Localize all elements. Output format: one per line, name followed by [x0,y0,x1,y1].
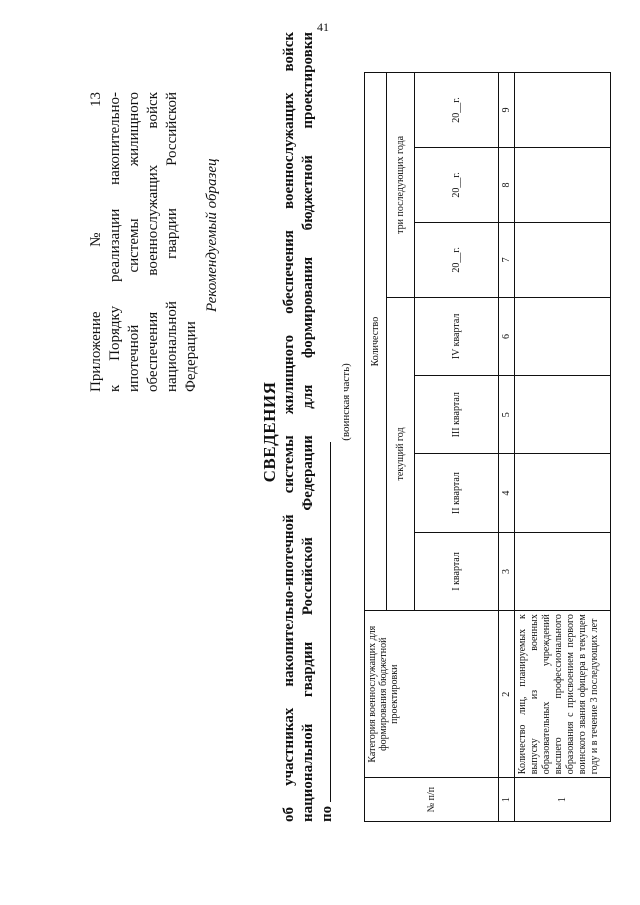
index-cell: 1 [499,778,515,822]
group-header-next-years: три последующих года [387,73,415,298]
heading-line: по [319,805,335,822]
heading-line-with-blank [318,32,337,822]
heading-line: об участниках накопительно-ипотечной системы жилищного обеспечения военнослужащих войск [281,32,297,822]
index-cell: 6 [499,297,515,375]
value-cell [515,73,611,148]
appendix-line: Приложение № 13 [88,92,104,392]
value-cell [515,532,611,610]
row-number-cell: 1 [515,778,611,822]
rotated-page-content [12,12,612,852]
col-header-year: 20__г. [415,73,499,148]
value-cell [515,222,611,297]
col-header-quarter: I квартал [415,532,499,610]
page-number: 41 [317,20,329,34]
index-cell: 9 [499,73,515,148]
index-cell: 4 [499,454,515,532]
table-row [515,73,611,822]
col-header-number: № п/п [365,778,499,822]
col-header-quarter: IV квартал [415,297,499,375]
appendix-line: Федерации [183,321,199,392]
value-cell [515,297,611,375]
unit-caption: (воинская часть) [340,363,352,441]
appendix-line: обеспечения военнослужащих войск [145,92,161,392]
row-category-cell: Количество лиц, планируемых к выпуску из военных образовательных учреждений высшего профессионального образования с присвоением первого воинского звания офицера в текущем году и в течение 3 последующих лет [515,611,611,778]
appendix-line: к Порядку реализации накопительно- [107,92,123,392]
index-cell: 8 [499,147,515,222]
data-table [364,72,611,822]
heading-line: национальной гвардии Российской Федерации для формирования бюджетной проектировки [300,32,316,822]
appendix-line: национальной гвардии Российской [164,92,180,392]
value-cell [515,147,611,222]
index-cell: 3 [499,532,515,610]
blank-fill-line [318,442,331,802]
group-header-current-year: текущий год [387,297,415,610]
index-row [499,73,515,822]
col-header-quarter: II квартал [415,454,499,532]
index-cell: 2 [499,611,515,778]
col-header-year: 20__г. [415,222,499,297]
value-cell [515,376,611,454]
appendix-block [87,92,201,392]
col-header-quantity: Количество [365,73,387,611]
value-cell [515,454,611,532]
document-heading [280,32,337,822]
document-title: СВЕДЕНИЯ [260,381,279,483]
col-header-year: 20__г. [415,147,499,222]
recommended-sample-label: Рекомендуемый образец [204,158,220,312]
index-cell: 7 [499,222,515,297]
col-header-category: Категория военнослужащих для формирования бюджетной проектировки [365,611,499,778]
appendix-line: ипотечной системы жилищного [126,92,142,392]
index-cell: 5 [499,376,515,454]
col-header-quarter: III квартал [415,376,499,454]
